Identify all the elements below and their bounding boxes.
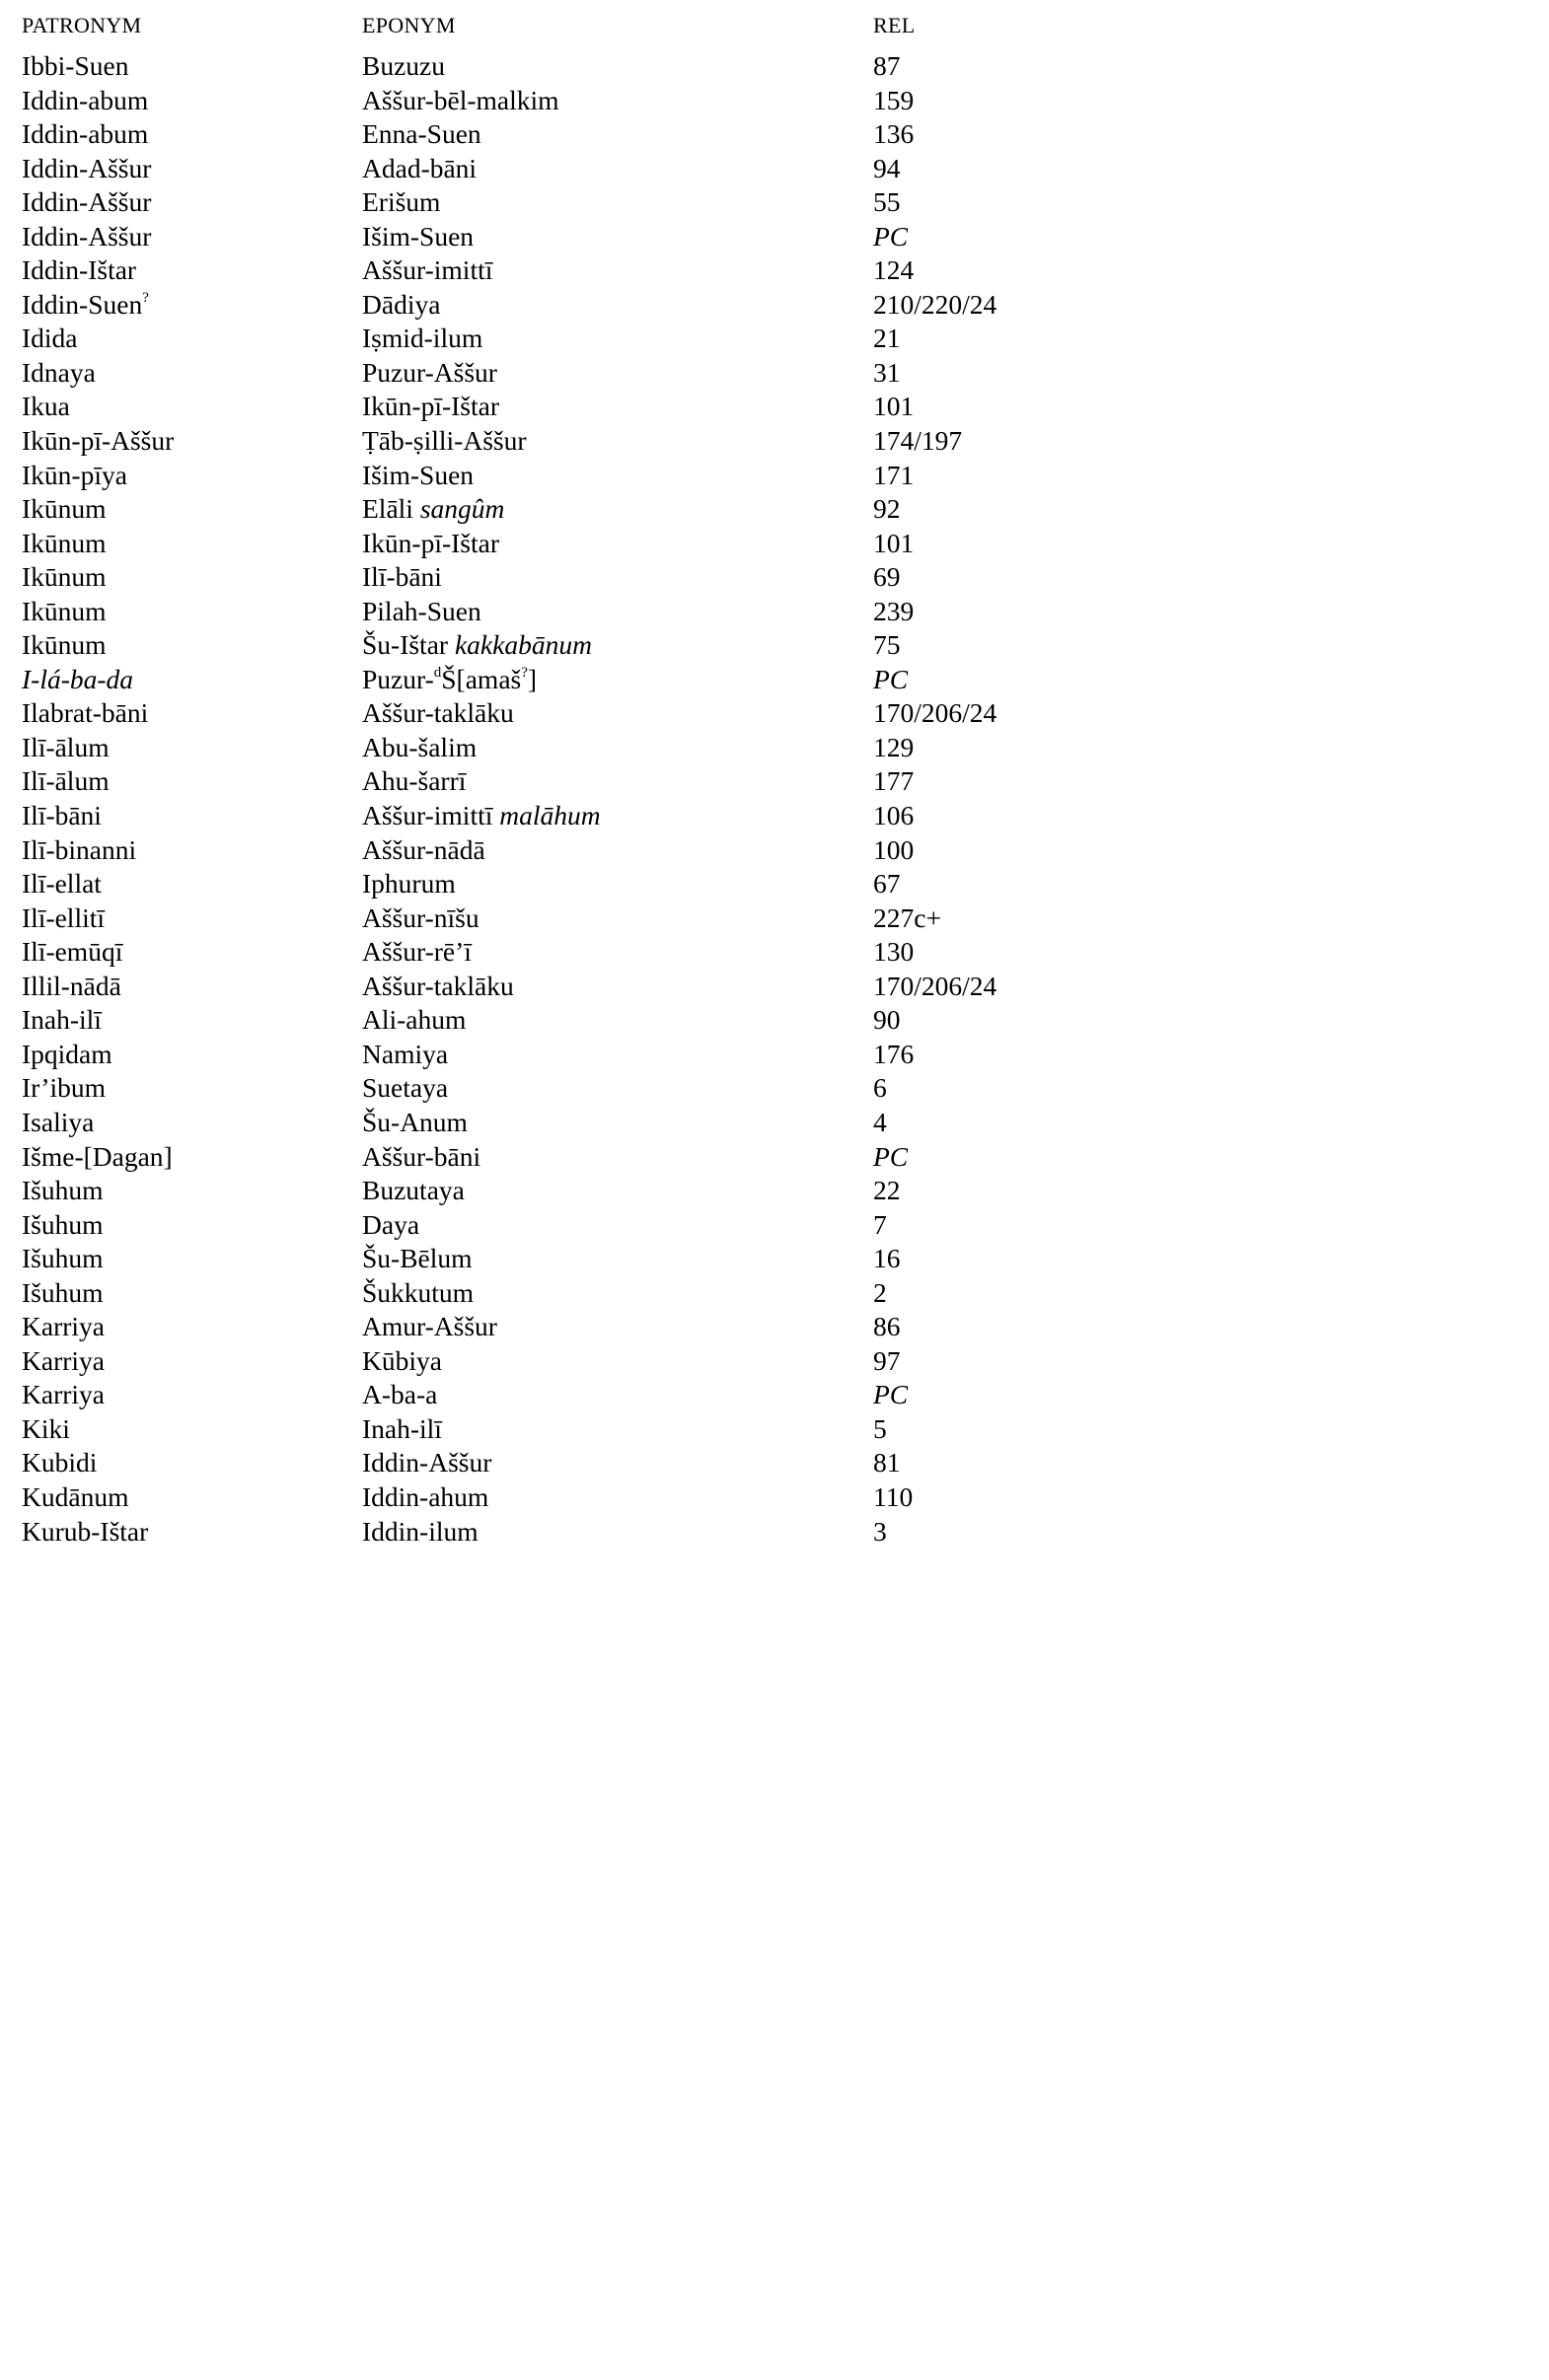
rel-cell: PC <box>873 663 909 694</box>
table-row <box>0 84 1549 118</box>
eponym-cell: Ikūn-pī-Ištar <box>362 391 499 422</box>
rel-cell: PC <box>873 1379 909 1410</box>
rel-cell: 100 <box>873 833 915 865</box>
eponym-cell: Adad-bāni <box>362 152 478 183</box>
table-row <box>0 1003 1549 1038</box>
rel-cell: 81 <box>873 1447 901 1478</box>
eponym-cell: Aššur-bāni <box>362 1140 481 1172</box>
eponym-cell: Daya <box>362 1208 420 1240</box>
rel-cell: 176 <box>873 1038 915 1069</box>
eponym-cell: Iddin-ahum <box>362 1480 489 1512</box>
eponym-cell: Išim-Suen <box>362 459 475 490</box>
eponym-cell: Buzutaya <box>362 1175 465 1206</box>
rel-cell: 170/206/24 <box>873 697 997 729</box>
eponym-cell: Buzuzu <box>362 50 446 81</box>
eponym-cell: Aššur-imittī <box>362 254 493 286</box>
table-row <box>0 1412 1549 1447</box>
table-row <box>0 1106 1549 1140</box>
patronym-cell: Ir’ibum <box>22 1072 107 1104</box>
table-row <box>0 492 1549 527</box>
eponym-cell: Ilī-bāni <box>362 561 442 593</box>
patronym-cell: Išuhum <box>22 1208 104 1240</box>
patronym-cell: Ikūn-pīya <box>22 459 127 490</box>
patronym-cell: I-lá-ba-da <box>22 663 134 694</box>
eponym-cell: Puzur-$^d$Š[amaš?] <box>362 663 538 694</box>
header-eponym: EPONYM <box>362 13 456 37</box>
patronym-cell: Iddin-abum <box>22 118 149 150</box>
rel-cell: 110 <box>873 1480 914 1512</box>
eponym-cell: Aššur-nādā <box>362 833 485 865</box>
header-patronym: PATRONYM <box>22 13 142 37</box>
patronym-cell: Kudānum <box>22 1480 129 1512</box>
patronym-cell: Ikūnum <box>22 595 107 626</box>
eponym-cell: Kūbiya <box>362 1344 442 1376</box>
table-row <box>0 595 1549 629</box>
rel-cell: 67 <box>873 868 901 900</box>
rel-cell: PC <box>873 220 909 252</box>
table-row <box>0 527 1549 561</box>
patronym-cell: Ibbi-Suen <box>22 50 129 81</box>
patronym-cell: Iddin-Suen? <box>22 288 149 320</box>
rel-cell: 2 <box>873 1276 887 1308</box>
patronym-cell: Karriya <box>22 1379 105 1410</box>
patronym-cell: Kurub-Ištar <box>22 1515 149 1547</box>
patronym-cell: Inah-ilī <box>22 1004 102 1036</box>
patronym-cell: Iddin-Aššur <box>22 152 152 183</box>
rel-cell: 55 <box>873 186 901 218</box>
patronym-cell: Išme-[Dagan] <box>22 1140 173 1172</box>
rel-cell: 22 <box>873 1175 901 1206</box>
rel-cell: 101 <box>873 527 915 558</box>
table-row <box>0 902 1549 936</box>
table-row <box>0 424 1549 459</box>
rel-cell: 5 <box>873 1412 887 1444</box>
table-row <box>0 1480 1549 1515</box>
table-row <box>0 1242 1549 1276</box>
rel-cell: 75 <box>873 629 901 661</box>
patronym-cell: Ilī-ālum <box>22 765 110 797</box>
eponym-cell: Aššur-nīšu <box>362 902 479 933</box>
patronym-cell: Kiki <box>22 1412 70 1444</box>
rel-cell: 177 <box>873 765 915 797</box>
rel-cell: 4 <box>873 1106 887 1137</box>
rel-cell: 6 <box>873 1072 887 1104</box>
patronym-cell: Išuhum <box>22 1175 104 1206</box>
table-row <box>0 1208 1549 1243</box>
eponym-cell: Iddin-ilum <box>362 1515 479 1547</box>
table-row <box>0 459 1549 493</box>
eponym-cell: Šu-Bēlum <box>362 1243 473 1274</box>
eponym-cell: Šu-Ištar kakkabānum <box>362 629 592 661</box>
patronym-cell: Iddin-Aššur <box>22 220 152 252</box>
patronym-cell: Karriya <box>22 1311 105 1342</box>
table-row <box>0 322 1549 356</box>
table-row <box>0 1446 1549 1480</box>
patronym-cell: Kubidi <box>22 1447 98 1478</box>
eponym-cell: Aššur-taklāku <box>362 970 514 1001</box>
table-row <box>0 253 1549 288</box>
rel-cell: 130 <box>873 936 915 968</box>
rel-cell: 3 <box>873 1515 887 1547</box>
rel-cell: 174/197 <box>873 425 963 457</box>
patronym-cell: Iddin-abum <box>22 84 149 115</box>
table-row <box>0 867 1549 902</box>
rel-cell: 239 <box>873 595 915 626</box>
rel-cell: 92 <box>873 493 901 525</box>
rel-cell: 170/206/24 <box>873 970 997 1001</box>
eponym-cell: Ikūn-pī-Ištar <box>362 527 499 558</box>
patronym-cell: Karriya <box>22 1344 105 1376</box>
table-row <box>0 764 1549 799</box>
rel-cell: 210/220/24 <box>873 288 997 320</box>
table-row <box>0 970 1549 1004</box>
rel-cell: PC <box>873 1140 909 1172</box>
eponym-cell: Aššur-bēl-malkim <box>362 84 559 115</box>
rel-cell: 227c+ <box>873 902 941 933</box>
eponym-cell: Iphurum <box>362 868 456 900</box>
eponym-cell: Amur-Aššur <box>362 1311 497 1342</box>
rel-cell: 136 <box>873 118 915 150</box>
table-row <box>0 833 1549 868</box>
rel-cell: 31 <box>873 356 901 388</box>
patronym-cell: Išuhum <box>22 1243 104 1274</box>
table-row <box>0 696 1549 731</box>
table-row <box>0 1276 1549 1311</box>
eponym-cell: Abu-šalim <box>362 731 478 762</box>
table-row <box>0 1344 1549 1379</box>
table-row <box>0 288 1549 323</box>
eponym-cell: Namiya <box>362 1038 449 1069</box>
table-row <box>0 185 1549 220</box>
table-row <box>0 356 1549 391</box>
rel-cell: 90 <box>873 1004 901 1036</box>
table-row <box>0 390 1549 424</box>
patronym-cell: Iddin-Aššur <box>22 186 152 218</box>
rel-cell: 101 <box>873 391 915 422</box>
patronym-cell: Ikua <box>22 391 70 422</box>
patronym-cell: Ikūnum <box>22 629 107 661</box>
table-row <box>0 1310 1549 1344</box>
table-row <box>0 152 1549 186</box>
rel-cell: 87 <box>873 50 901 81</box>
eponym-cell: Elāli sangûm <box>362 493 505 525</box>
eponym-cell: Šu-Anum <box>362 1106 468 1137</box>
eponym-cell: A-ba-a <box>362 1379 438 1410</box>
table-row <box>0 1071 1549 1106</box>
rel-cell: 129 <box>873 731 915 762</box>
rel-cell: 86 <box>873 1311 901 1342</box>
eponym-cell: Aššur-imittī malāhum <box>362 800 601 831</box>
patronym-cell: Ilī-ālum <box>22 731 110 762</box>
table-row <box>0 628 1549 663</box>
eponym-cell: Suetaya <box>362 1072 449 1104</box>
table-row <box>0 1140 1549 1175</box>
rel-cell: 97 <box>873 1344 901 1376</box>
patronym-cell: Ilī-ellat <box>22 868 102 900</box>
eponym-cell: Inah-ilī <box>362 1412 442 1444</box>
table-row <box>0 49 1549 84</box>
patronym-cell: Ikūnum <box>22 561 107 593</box>
rel-cell: 21 <box>873 323 901 354</box>
eponym-cell: Ahu-šarrī <box>362 765 467 797</box>
patronym-cell: Ipqidam <box>22 1038 112 1069</box>
rel-cell: 124 <box>873 254 915 286</box>
table-row <box>0 1378 1549 1412</box>
eponym-cell: Iddin-Aššur <box>362 1447 492 1478</box>
patronym-cell: Ikūnum <box>22 527 107 558</box>
patronym-cell: Isaliya <box>22 1106 95 1137</box>
rel-cell: 7 <box>873 1208 887 1240</box>
eponym-cell: Šukkutum <box>362 1276 475 1308</box>
table-row <box>0 1515 1549 1550</box>
table-row <box>0 560 1549 595</box>
patronym-cell: Ilī-binanni <box>22 833 137 865</box>
table-row <box>0 799 1549 833</box>
patronym-cell: Ilabrat-bāni <box>22 697 149 729</box>
eponym-cell: Aššur-rē’ī <box>362 936 472 968</box>
eponym-cell: Erišum <box>362 186 441 218</box>
rel-cell: 94 <box>873 152 901 183</box>
table-row <box>0 935 1549 970</box>
table-row <box>0 220 1549 254</box>
patronym-cell: Ilī-emūqī <box>22 936 123 968</box>
table-row <box>0 1038 1549 1072</box>
patronym-cell: Išuhum <box>22 1276 104 1308</box>
header-rel: REL <box>873 13 916 37</box>
patronym-cell: Ikūn-pī-Aššur <box>22 425 175 457</box>
table-header <box>0 8 1549 43</box>
eponym-cell: Iṣmid-ilum <box>362 323 483 354</box>
eponym-cell: Pilah-Suen <box>362 595 481 626</box>
eponym-cell: Puzur-Aššur <box>362 356 497 388</box>
eponym-cell: Aššur-taklāku <box>362 697 514 729</box>
patronym-cell: Iddin-Ištar <box>22 254 137 286</box>
eponym-cell: Dādiya <box>362 288 441 320</box>
table-row <box>0 731 1549 765</box>
patronym-cell: Idida <box>22 323 78 354</box>
table-body <box>0 49 1549 1549</box>
rel-cell: 171 <box>873 459 915 490</box>
table-row <box>0 1174 1549 1208</box>
rel-cell: 106 <box>873 800 915 831</box>
eponym-cell: Enna-Suen <box>362 118 481 150</box>
patronym-cell: Ikūnum <box>22 493 107 525</box>
rel-cell: 159 <box>873 84 915 115</box>
eponym-cell: Ali-ahum <box>362 1004 467 1036</box>
rel-cell: 69 <box>873 561 901 593</box>
patronym-cell: Ilī-ellitī <box>22 902 106 933</box>
eponym-cell: Išim-Suen <box>362 220 475 252</box>
table-row <box>0 663 1549 697</box>
patronym-cell: Idnaya <box>22 356 96 388</box>
patronym-cell: Illil-nādā <box>22 970 121 1001</box>
rel-cell: 16 <box>873 1243 901 1274</box>
table-row <box>0 117 1549 152</box>
patronym-cell: Ilī-bāni <box>22 800 102 831</box>
eponym-cell: Ṭāb-ṣilli-Aššur <box>362 425 527 457</box>
